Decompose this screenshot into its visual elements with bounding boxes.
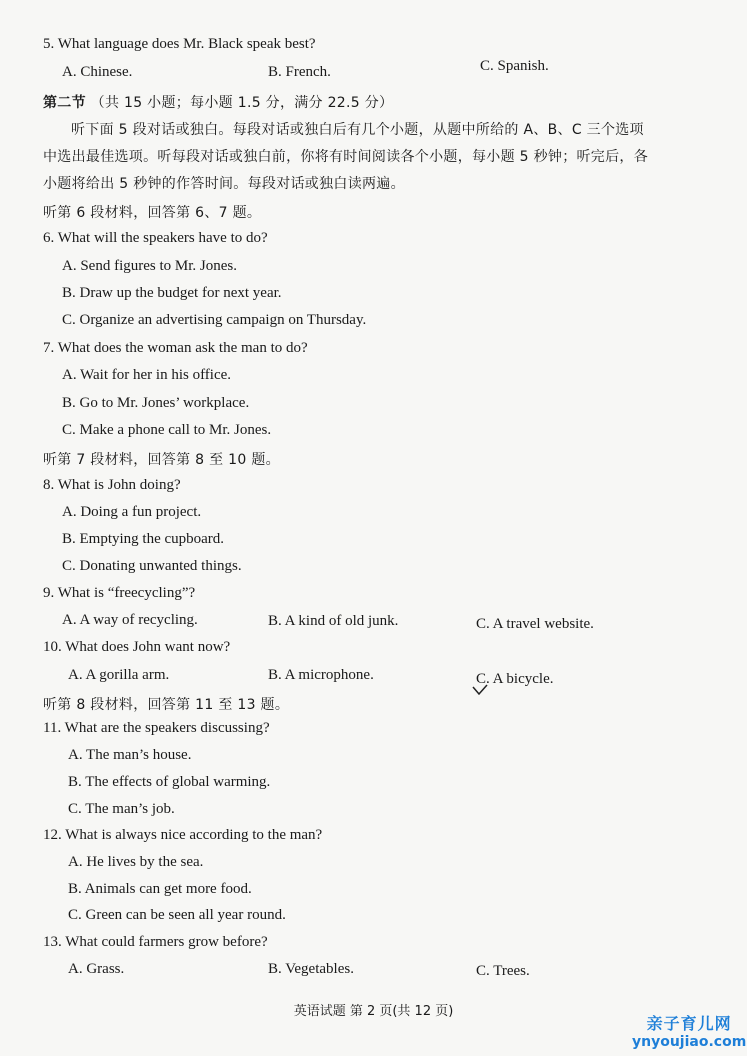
- watermark: [632, 1015, 746, 1051]
- option-10b: B. A microphone.: [268, 667, 374, 683]
- section-heading: [43, 92, 393, 112]
- option-8a: A. Doing a fun project.: [62, 504, 202, 520]
- option-10c: C. A bicycle.: [476, 671, 554, 687]
- option-12a: A. He lives by the sea.: [68, 854, 204, 870]
- option-12b: B. Animals can get more food.: [68, 881, 252, 897]
- option-8b: B. Emptying the cupboard.: [62, 531, 225, 547]
- option-12c: C. Green can be seen all year round.: [68, 907, 286, 923]
- watermark-line-1: 亲子育儿网: [646, 1014, 732, 1033]
- question-10: 10. What does John want now?: [43, 639, 231, 655]
- instruction-line-1: 听下面 5 段对话或独白。每段对话或独白后有几个小题，从题中所给的 A、B、C 三个选项: [71, 122, 644, 138]
- option-13b: B. Vegetables.: [268, 961, 354, 977]
- section-info: （共 15 小题；每小题 1.5 分，满分 22.5 分）: [90, 95, 394, 111]
- question-6: 6. What will the speakers have to do?: [43, 230, 268, 246]
- question-7: 7. What does the woman ask the man to do?: [43, 340, 308, 356]
- page-footer: 英语试题 第 2 页(共 12 页): [293, 1004, 454, 1019]
- option-11a: A. The man’s house.: [68, 747, 192, 763]
- option-5b: B. French.: [268, 64, 331, 80]
- question-5: 5. What language does Mr. Black speak best?: [43, 36, 316, 52]
- checkmark-icon: [472, 683, 488, 695]
- option-6b: B. Draw up the budget for next year.: [62, 285, 282, 301]
- option-6a: A. Send figures to Mr. Jones.: [62, 258, 237, 274]
- option-5c: C. Spanish.: [480, 58, 549, 74]
- question-13: 13. What could farmers grow before?: [43, 934, 268, 950]
- option-7b: B. Go to Mr. Jones’ workplace.: [62, 395, 250, 411]
- question-11: 11. What are the speakers discussing?: [43, 720, 270, 736]
- option-11b: B. The effects of global warming.: [68, 774, 271, 790]
- part-6-heading: 听第 6 段材料，回答第 6、7 题。: [43, 205, 262, 221]
- section-title: 第二节: [43, 95, 86, 111]
- option-5a: A. Chinese.: [62, 64, 133, 80]
- question-9: 9. What is “freecycling”?: [43, 585, 196, 601]
- watermark-line-2: ynyoujiao.com: [632, 1034, 747, 1050]
- option-9b: B. A kind of old junk.: [268, 613, 399, 629]
- part-7-heading: 听第 7 段材料，回答第 8 至 10 题。: [43, 452, 280, 468]
- option-13c: C. Trees.: [476, 963, 530, 979]
- option-9a: A. A way of recycling.: [62, 612, 198, 628]
- option-6c: C. Organize an advertising campaign on Thursday.: [62, 312, 367, 328]
- option-13a: A. Grass.: [68, 961, 125, 977]
- option-11c: C. The man’s job.: [68, 801, 175, 817]
- part-8-heading: 听第 8 段材料，回答第 11 至 13 题。: [43, 697, 290, 713]
- instruction-line-2: 中选出最佳选项。听每段对话或独白前，你将有时间阅读各个小题，每小题 5 秒钟；听完后，各: [43, 149, 649, 165]
- option-8c: C. Donating unwanted things.: [62, 558, 242, 574]
- option-10a: A. A gorilla arm.: [68, 667, 170, 683]
- option-7c: C. Make a phone call to Mr. Jones.: [62, 422, 272, 438]
- option-9c: C. A travel website.: [476, 616, 594, 632]
- option-7a: A. Wait for her in his office.: [62, 367, 232, 383]
- question-12: 12. What is always nice according to the man?: [43, 827, 323, 843]
- question-8: 8. What is John doing?: [43, 477, 181, 493]
- instruction-line-3: 小题将给出 5 秒钟的作答时间。每段对话或独白读两遍。: [43, 176, 405, 192]
